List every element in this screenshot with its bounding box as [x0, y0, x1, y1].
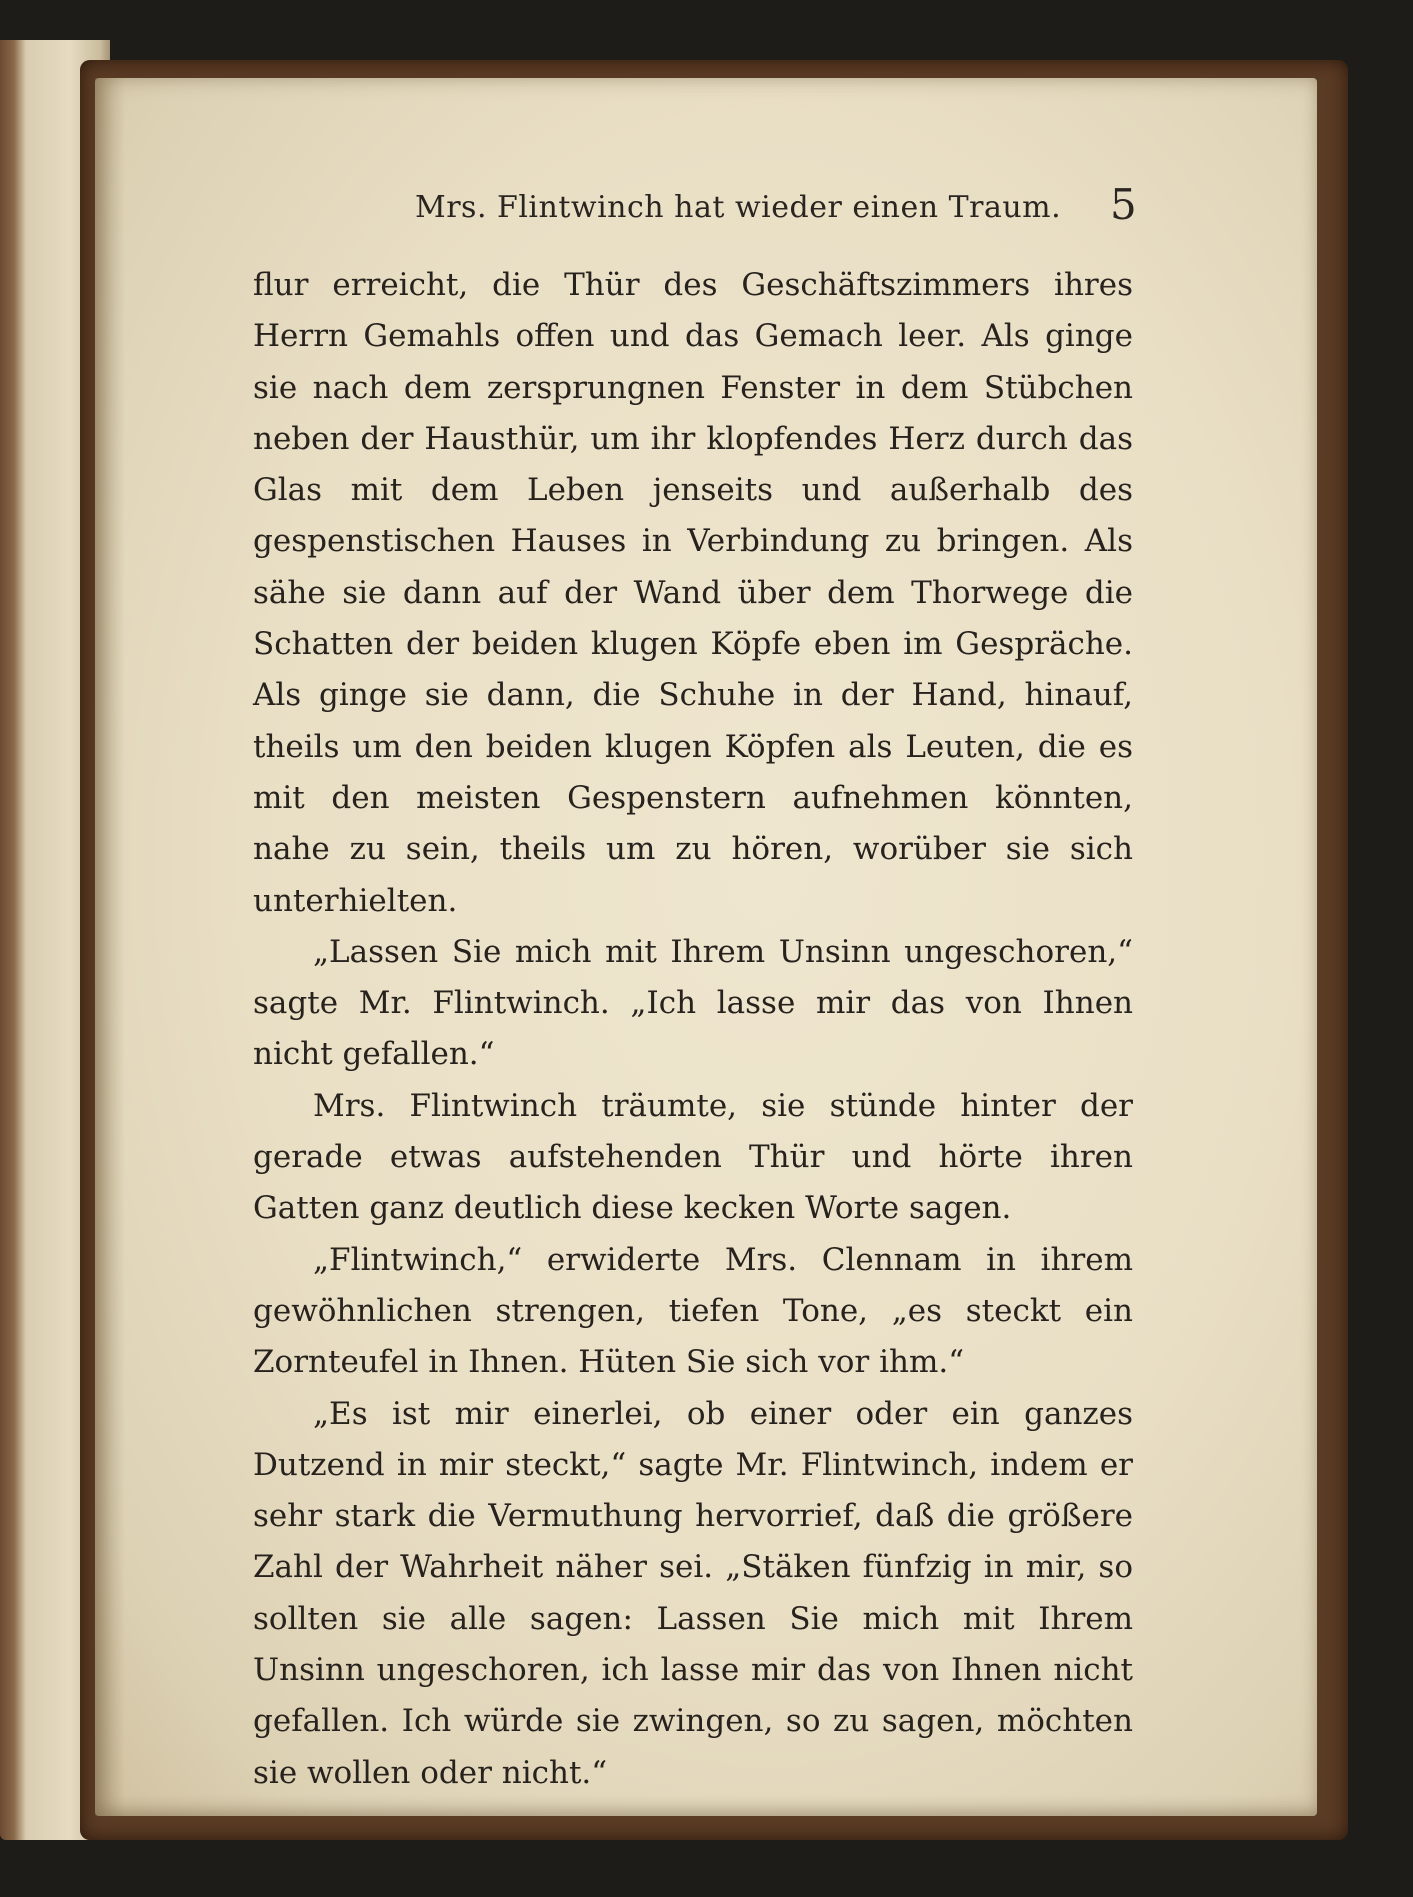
- page-number: 5: [1110, 180, 1137, 229]
- running-head: [95, 178, 1317, 238]
- book-page: [95, 78, 1317, 1816]
- paragraph: „Flintwinch,“ erwiderte Mrs. Clennam in ihrem gewöhnlichen strengen, tiefen Tone, „es steckt ein Zornteufel in Ihnen. Hüten Sie sich vor ihm.“: [253, 1241, 1133, 1381]
- paragraph: Mrs. Flintwinch träumte, sie stünde hinter der gerade etwas aufstehenden Thür und hörte ihren Gatten ganz deutlich diese kecken Worte sagen.: [253, 1087, 1133, 1227]
- paragraph: „Es ist mir einerlei, ob einer oder ein ganzes Dutzend in mir steckt,“ sagte Mr. Flintwinch, indem er sehr stark die Vermuthung hervorrief, daß die größere Zahl der Wahrheit näher sei. „Stäken fünfzig in mir, so sollten sie alle sagen: Lassen Sie mich mit Ihrem Unsinn ungeschoren, ich lasse mir das von Ihnen nicht gefallen. Ich würde sie zwingen, so zu sagen, möchten sie wollen oder nicht.“: [253, 1395, 1133, 1791]
- body-text: [253, 260, 1133, 1799]
- paragraph: „Lassen Sie mich mit Ihrem Unsinn ungeschoren,“ sagte Mr. Flintwinch. „Ich lasse mir das von Ihnen nicht gefallen.“: [253, 933, 1133, 1073]
- page-gutter-shadow: [95, 78, 125, 1816]
- paragraph: flur erreicht, die Thür des Geschäftszimmers ihres Herrn Gemahls offen und das Gemach leer. Als ginge sie nach dem zersprungnen Fenster in dem Stübchen neben der Hausthür, um ihr klopfendes Herz durch das Glas mit dem Leben jenseits und außerhalb des gespenstischen Hauses in Verbindung zu bringen. Als sähe sie dann auf der Wand über dem Thorwege die Schatten der beiden klugen Köpfe eben im Gespräche. Als ginge sie dann, die Schuhe in der Hand, hinauf, theils um den beiden klugen Köpfen als Leuten, die es mit den meisten Gespenstern aufnehmen könnten, nahe zu sein, theils um zu hören, worüber sie sich unterhielten.: [253, 267, 1133, 919]
- running-title: Mrs. Flintwinch hat wieder einen Traum.: [415, 190, 1062, 225]
